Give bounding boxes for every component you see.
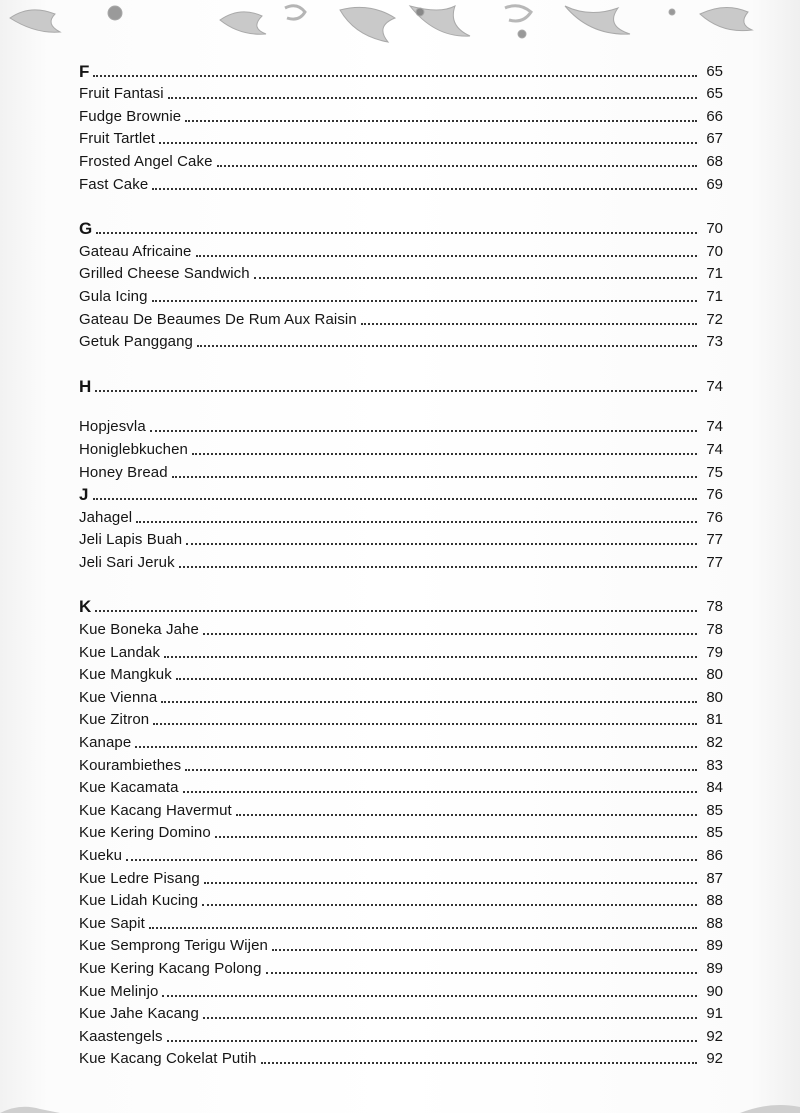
toc-entry — [79, 261, 723, 284]
letter-heading: H — [79, 376, 92, 396]
toc-entry — [79, 103, 723, 126]
entry-title: Kue Ledre Pisang — [79, 869, 200, 887]
toc-entry — [79, 910, 723, 933]
page-number: 88 — [706, 892, 723, 910]
dot-leader — [266, 971, 697, 974]
page-number: 70 — [706, 242, 723, 260]
dot-leader — [167, 1039, 697, 1042]
entry-title: Kue Kering Domino — [79, 824, 211, 842]
toc-entry — [79, 933, 723, 956]
letter-heading: K — [79, 597, 92, 617]
entry-title: Jeli Lapis Buah — [79, 531, 183, 549]
section-g — [79, 216, 723, 352]
page-number: 85 — [706, 801, 723, 819]
entry-title: Kue Kacang Havermut — [79, 801, 232, 819]
toc-entry — [79, 126, 723, 149]
dot-leader — [152, 299, 697, 302]
page-number: 90 — [706, 982, 723, 1000]
entry-title: Kue Zitron — [79, 711, 150, 729]
page-number: 85 — [706, 824, 723, 842]
page-number: 89 — [706, 959, 723, 977]
dot-leader — [149, 926, 697, 929]
dot-leader — [93, 497, 697, 500]
page-number: 67 — [706, 130, 723, 148]
dot-leader — [161, 700, 697, 703]
entry-title: Hopjesvla — [79, 418, 146, 436]
entry-title: Gateau Africaine — [79, 242, 192, 260]
section-k — [79, 594, 723, 1068]
dot-leader — [185, 119, 697, 122]
page-number: 76 — [706, 508, 723, 526]
dot-leader — [172, 475, 697, 478]
holly-border-decoration — [0, 0, 800, 48]
entry-title: Kue Vienna — [79, 688, 158, 706]
page-number: 76 — [706, 486, 723, 504]
page-number: 66 — [706, 107, 723, 125]
toc-entry — [79, 842, 723, 865]
entry-title: Kue Jahe Kacang — [79, 1005, 199, 1023]
dot-leader — [93, 74, 697, 77]
entry-title: Kourambiethes — [79, 756, 182, 774]
page-number: 82 — [706, 734, 723, 752]
toc-entry — [79, 459, 723, 482]
entry-title: Kue Kacamata — [79, 779, 179, 797]
dot-leader — [236, 813, 697, 816]
entry-title: Fruit Fantasi — [79, 85, 164, 103]
page-number: 80 — [706, 688, 723, 706]
dot-leader — [197, 344, 697, 347]
entry-title: Kue Mangkuk — [79, 666, 172, 684]
letter-heading-row — [79, 482, 723, 505]
toc-entry — [79, 436, 723, 459]
dot-leader — [95, 389, 697, 392]
page-number: 84 — [706, 779, 723, 797]
toc-entry — [79, 549, 723, 572]
entry-title: Fast Cake — [79, 175, 149, 193]
toc-entry — [79, 1001, 723, 1024]
toc-entry — [79, 684, 723, 707]
entry-title: Kanape — [79, 734, 132, 752]
entry-title: Kueku — [79, 847, 123, 864]
letter-heading-row — [79, 373, 723, 396]
toc-entry — [79, 707, 723, 730]
dot-leader — [272, 948, 697, 951]
page-number: 75 — [706, 463, 723, 481]
entry-title: Jahagel — [79, 508, 133, 526]
page-number: 78 — [706, 621, 723, 639]
letter-heading-row — [79, 58, 723, 81]
dot-leader — [152, 187, 697, 190]
toc-entry — [79, 662, 723, 685]
entry-title: Kaastengels — [79, 1027, 163, 1045]
dot-leader — [261, 1061, 697, 1064]
entry-title: Kue Semprong Terigu Wijen — [79, 937, 268, 955]
letter-heading: J — [79, 485, 89, 505]
toc-entry — [79, 752, 723, 775]
dot-leader — [159, 141, 697, 144]
section-f — [79, 58, 723, 194]
dot-leader — [164, 655, 697, 658]
section-spacer — [79, 572, 723, 594]
dot-leader — [186, 542, 697, 545]
toc-entry — [79, 616, 723, 639]
table-of-contents — [79, 58, 723, 1068]
entry-title: Kue Landak — [79, 643, 161, 661]
section-h — [79, 373, 723, 481]
entry-title: Honiglebkuchen — [79, 440, 188, 458]
entry-title: Getuk Panggang — [79, 333, 193, 351]
toc-entry — [79, 865, 723, 888]
toc-entry — [79, 729, 723, 752]
page-number: 69 — [706, 175, 723, 193]
toc-entry — [79, 171, 723, 194]
dot-leader — [185, 768, 697, 771]
heading-spacer — [79, 396, 723, 414]
section-j — [79, 482, 723, 572]
page-number: 72 — [706, 310, 723, 328]
dot-leader — [176, 677, 697, 680]
entry-title: Kue Melinjo — [79, 982, 159, 1000]
dot-leader — [203, 1016, 697, 1019]
page-number: 89 — [706, 937, 723, 955]
toc-entry — [79, 797, 723, 820]
dot-leader — [361, 322, 697, 325]
letter-heading-row — [79, 216, 723, 239]
toc-entry — [79, 414, 723, 437]
dot-leader — [96, 231, 697, 234]
page-number: 92 — [706, 1050, 723, 1068]
toc-entry — [79, 527, 723, 550]
toc-entry — [79, 639, 723, 662]
dot-leader — [254, 276, 697, 279]
section-spacer — [79, 351, 723, 373]
entry-title: Kue Kacang Cokelat Putih — [79, 1050, 257, 1068]
dot-leader — [168, 96, 697, 99]
dot-leader — [126, 858, 697, 861]
dot-leader — [179, 565, 697, 568]
toc-entry — [79, 81, 723, 104]
entry-title: Gula Icing — [79, 287, 148, 305]
toc-entry — [79, 283, 723, 306]
toc-entry — [79, 820, 723, 843]
toc-entry — [79, 978, 723, 1001]
page-number: 65 — [706, 85, 723, 103]
dot-leader — [136, 520, 697, 523]
page-number: 68 — [706, 152, 723, 170]
page-number: 71 — [706, 287, 723, 305]
toc-entry — [79, 955, 723, 978]
dot-leader — [215, 835, 697, 838]
entry-title: Frosted Angel Cake — [79, 152, 213, 170]
page-number: 80 — [706, 666, 723, 684]
entry-title: Kue Lidah Kucing — [79, 892, 199, 910]
dot-leader — [217, 164, 697, 167]
page-number: 74 — [706, 377, 723, 395]
letter-heading: F — [79, 61, 90, 81]
toc-entry — [79, 1023, 723, 1046]
toc-entry — [79, 238, 723, 261]
toc-entry — [79, 775, 723, 798]
page-number: 87 — [706, 869, 723, 887]
toc-entry — [79, 1046, 723, 1069]
entry-title: Fudge Brownie — [79, 107, 182, 125]
entry-title: Jeli Sari Jeruk — [79, 553, 175, 571]
entry-title: Kue Boneka Jahe — [79, 621, 199, 639]
entry-title: Gateau De Beaumes De Rum Aux Raisin — [79, 310, 357, 328]
entry-title: Grilled Cheese Sandwich — [79, 265, 250, 283]
toc-entry — [79, 306, 723, 329]
page-number: 92 — [706, 1027, 723, 1045]
dot-leader — [196, 254, 697, 257]
page-number: 77 — [706, 531, 723, 549]
dot-leader — [150, 429, 697, 432]
entry-title: Kue Sapit — [79, 914, 145, 932]
page-number: 88 — [706, 914, 723, 932]
dot-leader — [162, 994, 697, 997]
dot-leader — [183, 790, 697, 793]
section-spacer — [79, 194, 723, 216]
entry-title: Kue Kering Kacang Polong — [79, 959, 262, 977]
toc-entry — [79, 148, 723, 171]
toc-entry — [79, 329, 723, 352]
page-number: 73 — [706, 333, 723, 351]
dot-leader — [95, 609, 697, 612]
page-number: 91 — [706, 1005, 723, 1023]
dot-leader — [153, 722, 697, 725]
entry-title: Honey Bread — [79, 463, 168, 481]
page-number: 79 — [706, 643, 723, 661]
page-number: 78 — [706, 598, 723, 616]
dot-leader — [204, 881, 697, 884]
page-number: 81 — [706, 711, 723, 729]
page-number: 70 — [706, 220, 723, 238]
page-number: 77 — [706, 553, 723, 571]
page-number: 71 — [706, 265, 723, 283]
page-number: 65 — [706, 62, 723, 80]
page-number: 74 — [706, 440, 723, 458]
page-number: 83 — [706, 756, 723, 774]
dot-leader — [202, 903, 697, 906]
entry-title: Fruit Tartlet — [79, 130, 156, 148]
page-number: 86 — [706, 847, 723, 864]
dot-leader — [135, 745, 697, 748]
toc-entry — [79, 888, 723, 911]
bottom-edge-decoration — [0, 1099, 800, 1113]
toc-entry — [79, 504, 723, 527]
dot-leader — [192, 452, 697, 455]
dot-leader — [203, 632, 697, 635]
page-number: 74 — [706, 418, 723, 436]
letter-heading: G — [79, 219, 93, 239]
letter-heading-row — [79, 594, 723, 617]
